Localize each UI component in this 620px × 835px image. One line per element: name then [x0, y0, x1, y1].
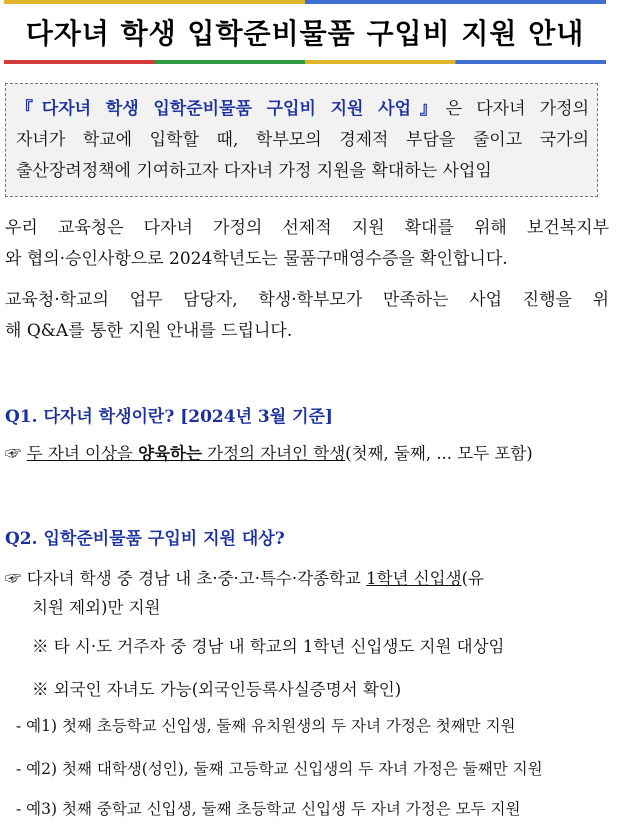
q2-answer-post: (유 — [461, 569, 484, 588]
hand-pointer-icon: ☞ — [5, 569, 22, 588]
page-title: 다자녀 학생 입학준비물품 구입비 지원 안내 — [25, 17, 585, 50]
q1-heading: Q1. 다자녀 학생이란? [2024년 3월 기준] — [5, 407, 333, 427]
q2-example-1: - 예1) 첫째 초등학교 신입생, 둘째 유치원생의 두 자녀 가정은 첫째만 지원 — [16, 717, 516, 735]
q2-heading: Q2. 입학준비물품 구입비 지원 대상? — [5, 529, 285, 549]
paragraph-1 — [5, 213, 609, 275]
q1-answer-mid: 가정의 자녀인 학생 — [201, 444, 346, 463]
para2-line1: 교육청·학교의 업무 담당자, 학생·학부모가 만족하는 사업 진행을 위 — [5, 290, 609, 310]
q2-note-2: ※ 외국인 자녀도 가능(외국인등록사실증명서 확인) — [32, 680, 402, 699]
q1-answer-bold: 양육하는 — [138, 444, 202, 463]
para2-line2: 해 Q&A를 통한 지원 안내를 드립니다. — [5, 321, 293, 341]
q1-answer-pre: 두 자녀 이상을 — [26, 444, 139, 463]
paragraph-2 — [5, 285, 609, 347]
q2-answer-line1 — [5, 565, 484, 589]
q2-answer-underline: 1학년 신입생 — [366, 569, 462, 588]
q2-answer-line2: 치원 제외)만 지원 — [32, 598, 161, 617]
q2-note-1: ※ 타 시·도 거주자 중 경남 내 학교의 1학년 신입생도 지원 대상임 — [32, 637, 505, 656]
q2-example-3: - 예3) 첫째 중학교 신입생, 둘째 초등학교 신입생 두 자녀 가정은 모두 지원 — [16, 800, 521, 818]
q1-answer — [5, 440, 533, 464]
intro-line2: 자녀가 학교에 입학할 때, 학부모의 경제적 부담을 줄이고 국가의 — [16, 130, 589, 150]
intro-highlight: 『다자녀 학생 입학준비물품 구입비 지원 사업』 — [16, 99, 446, 119]
intro-line3: 출산장려정책에 기여하고자 다자녀 가정 지원을 확대하는 사업임 — [16, 161, 492, 181]
intro-box — [5, 83, 598, 197]
para1-line2: 와 협의·승인사항으로 2024학년도는 물품구매영수증을 확인합니다. — [5, 249, 508, 269]
q1-answer-post: (첫째, 둘째, ... 모두 포함) — [345, 444, 533, 463]
title-box — [4, 4, 606, 60]
para1-line1: 우리 교육청은 다자녀 가정의 선제적 지원 확대를 위해 보건복지부 — [5, 218, 609, 238]
q2-answer-pre: 다자녀 학생 중 경남 내 초·중·고·특수·각종학교 — [26, 569, 367, 588]
hand-pointer-icon: ☞ — [5, 444, 22, 463]
title-bottom-bar — [4, 60, 606, 64]
q2-example-2: - 예2) 첫째 대학생(성인), 둘째 고등학교 신입생의 두 자녀 가정은 둘째만 지원 — [16, 760, 543, 778]
intro-line1: 은 다자녀 가정의 — [445, 99, 589, 119]
